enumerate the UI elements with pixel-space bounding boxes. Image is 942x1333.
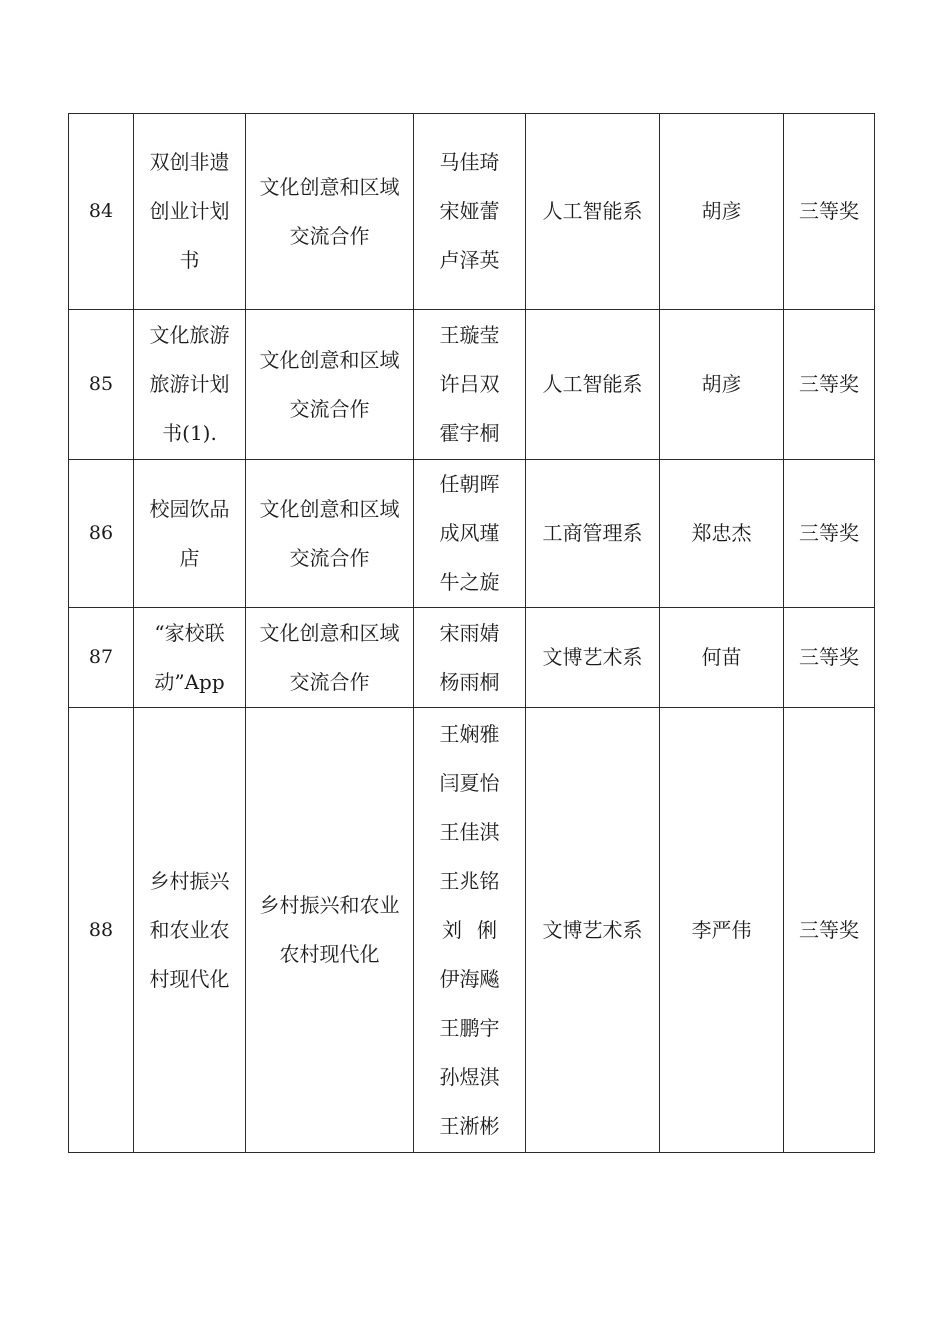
member-name: 任朝晖 [439, 472, 500, 496]
department: 文博艺术系 [526, 708, 660, 1153]
member-name: 宋雨婧 [439, 620, 500, 645]
award-level: 三等奖 [784, 460, 875, 608]
department: 文博艺术系 [526, 608, 660, 708]
project-name: “家校联动”App [134, 608, 246, 708]
award-table [68, 113, 875, 1153]
member-name: 王佳淇 [439, 819, 500, 844]
table-row [69, 608, 875, 708]
project-name: 乡村振兴和农业农村现代化 [134, 708, 246, 1153]
award-level: 三等奖 [784, 310, 875, 460]
advisor: 胡彦 [660, 310, 784, 460]
table-row [69, 114, 875, 310]
member-name: 王兆铭 [439, 868, 500, 893]
member-name: 王璇莹 [439, 323, 500, 347]
member-name: 王鹏宇 [439, 1015, 500, 1040]
row-number: 86 [69, 460, 134, 608]
department: 工商管理系 [526, 460, 660, 608]
row-number: 87 [69, 608, 134, 708]
department: 人工智能系 [526, 310, 660, 460]
project-name: 校园饮品店 [134, 460, 246, 608]
advisor: 郑忠杰 [660, 460, 784, 608]
project-category: 乡村振兴和农业农村现代化 [246, 708, 414, 1153]
team-members [414, 310, 526, 460]
member-name: 霍宇桐 [439, 421, 500, 445]
member-name: 闫夏怡 [439, 770, 500, 795]
table-row [69, 310, 875, 460]
advisor: 胡彦 [660, 114, 784, 310]
table-row [69, 460, 875, 608]
project-category: 文化创意和区域交流合作 [246, 608, 414, 708]
member-name: 伊海飚 [439, 966, 500, 991]
member-name: 牛之旋 [439, 570, 500, 594]
advisor: 何苗 [660, 608, 784, 708]
award-level: 三等奖 [784, 708, 875, 1153]
department: 人工智能系 [526, 114, 660, 310]
member-name: 卢泽英 [439, 248, 500, 272]
table-row [69, 708, 875, 1153]
row-number: 85 [69, 310, 134, 460]
award-level: 三等奖 [784, 608, 875, 708]
member-name: 宋娅蕾 [439, 199, 500, 223]
team-members [414, 460, 526, 608]
project-name: 双创非遗创业计划书 [134, 114, 246, 310]
member-name: 许吕双 [439, 372, 500, 396]
project-category: 文化创意和区域交流合作 [246, 114, 414, 310]
project-category: 文化创意和区域交流合作 [246, 460, 414, 608]
team-members [414, 608, 526, 708]
member-name: 成风瑾 [439, 521, 500, 545]
team-members [414, 708, 526, 1153]
project-category: 文化创意和区域交流合作 [246, 310, 414, 460]
member-name: 王娴雅 [439, 721, 500, 746]
member-name: 王淅彬 [439, 1113, 500, 1138]
member-name: 孙煜淇 [439, 1064, 500, 1089]
project-name: 文化旅游旅游计划书(1). [134, 310, 246, 460]
row-number: 88 [69, 708, 134, 1153]
award-level: 三等奖 [784, 114, 875, 310]
member-name: 马佳琦 [439, 150, 500, 174]
member-name: 刘俐 [442, 917, 512, 942]
row-number: 84 [69, 114, 134, 310]
team-members [414, 114, 526, 310]
advisor: 李严伟 [660, 708, 784, 1153]
member-name: 杨雨桐 [439, 669, 500, 694]
